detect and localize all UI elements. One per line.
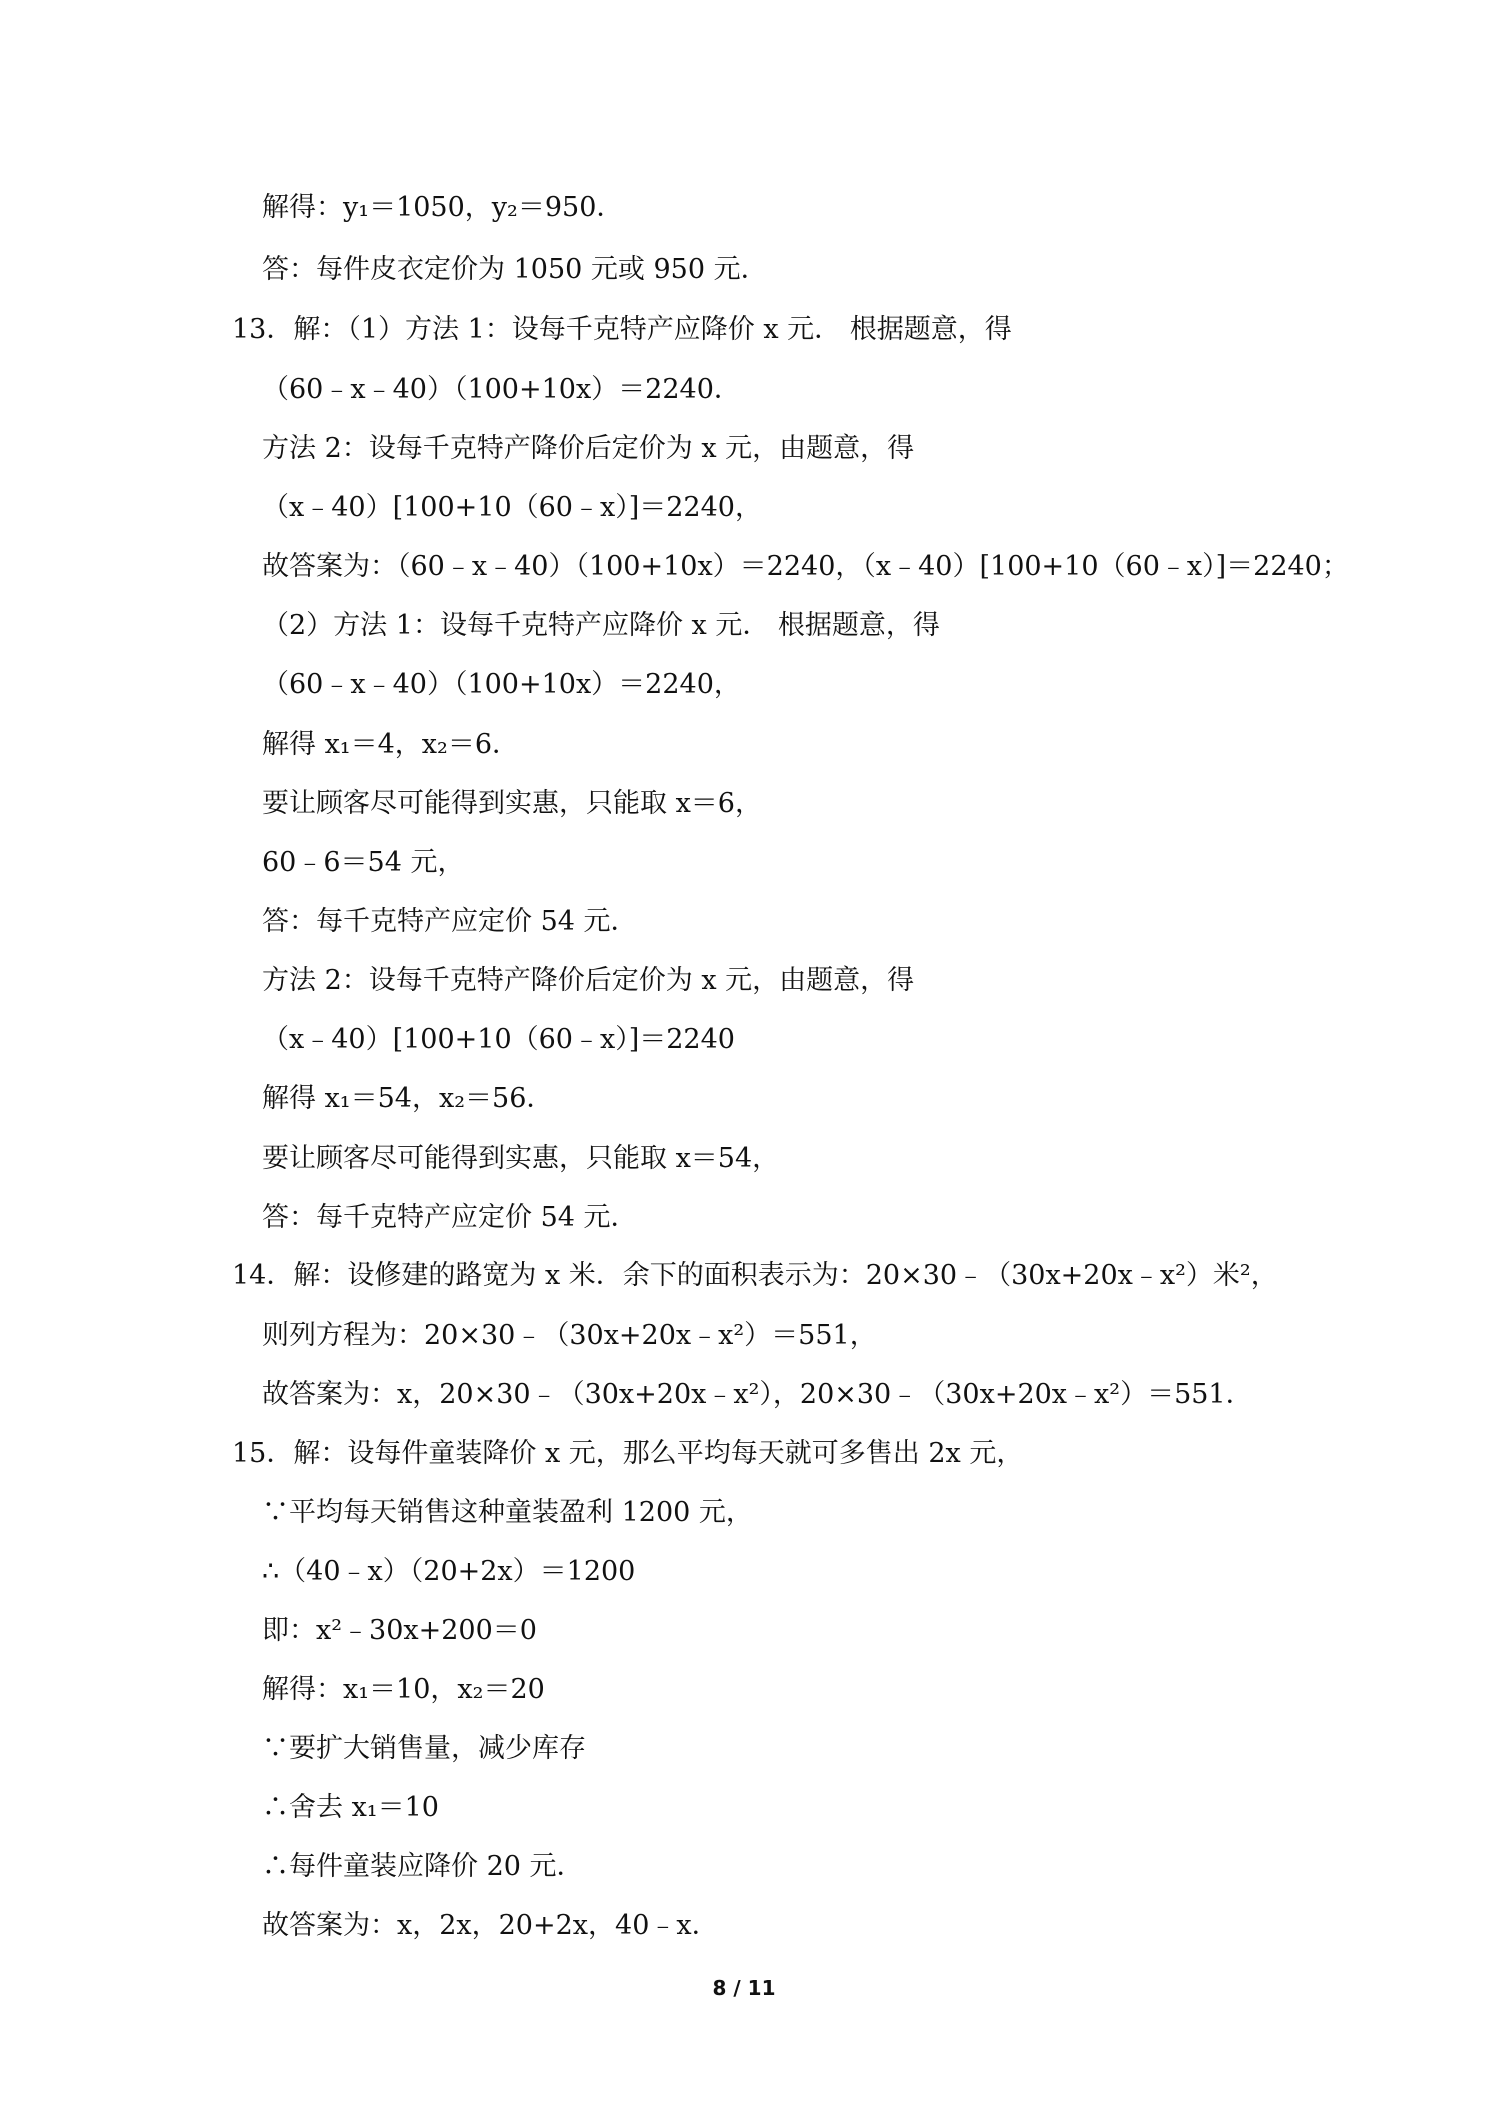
text-line: ∵平均每天销售这种童装盈利 1200 元，	[262, 1497, 753, 1528]
text-line: 答：每千克特产应定价 54 元．	[262, 1202, 638, 1233]
problem-15-heading: 15．解：设每件童装降价 x 元，那么平均每天就可多售出 2x 元，	[232, 1438, 1024, 1469]
text-line: 方法 2：设每千克特产降价后定价为 x 元，由题意，得	[262, 433, 915, 464]
text-line: 即：x²﹣30x+200＝0	[262, 1615, 537, 1646]
text-line: ∴舍去 x₁＝10	[262, 1792, 439, 1823]
text-line: 故答案为：（60﹣x﹣40）（100+10x）＝2240，（x﹣40）[100+10（60﹣x）]＝2240；	[262, 551, 1349, 582]
text-line: 则列方程为：20×30﹣（30x+20x﹣x²）＝551，	[262, 1320, 877, 1351]
text-line: （60﹣x﹣40）（100+10x）＝2240．	[262, 374, 741, 405]
text-line: 解得 x₁＝54，x₂＝56．	[262, 1083, 554, 1114]
text-line: （60﹣x﹣40）（100+10x）＝2240，	[262, 669, 741, 700]
text-line: 故答案为：x，2x，20+2x，40﹣x．	[262, 1910, 719, 1941]
text-line: 要让顾客尽可能得到实惠，只能取 x＝6，	[262, 788, 762, 819]
text-line: 解得：x₁＝10，x₂＝20	[262, 1674, 545, 1705]
text-line: （2）方法 1：设每千克特产应降价 x 元． 根据题意，得	[262, 610, 940, 641]
text-line: （x﹣40）[100+10（60﹣x）]＝2240	[262, 1024, 735, 1055]
text-line: （x﹣40）[100+10（60﹣x）]＝2240，	[262, 492, 762, 523]
text-line: ∴（40﹣x）（20+2x）＝1200	[262, 1556, 636, 1587]
page-number: 8 / 11	[712, 1976, 776, 2000]
text-line: ∵要扩大销售量，减少库存	[262, 1733, 586, 1764]
problem-13-heading: 13．解：（1）方法 1：设每千克特产应降价 x 元． 根据题意，得	[232, 314, 1012, 345]
text-line: ∴每件童装应降价 20 元．	[262, 1851, 584, 1882]
text-line: 故答案为：x，20×30﹣（30x+20x﹣x²），20×30﹣（30x+20x﹣x²）＝551．	[262, 1379, 1253, 1410]
text-line: 要让顾客尽可能得到实惠，只能取 x＝54，	[262, 1143, 780, 1174]
text-line: 解得 x₁＝4，x₂＝6．	[262, 729, 520, 760]
text-line: 60﹣6＝54 元，	[262, 847, 465, 878]
text-line: 答：每千克特产应定价 54 元．	[262, 906, 638, 937]
problem-14-heading: 14．解：设修建的路宽为 x 米．余下的面积表示为：20×30﹣（30x+20x﹣x²）米²，	[232, 1260, 1278, 1291]
text-line: 答：每件皮衣定价为 1050 元或 950 元．	[262, 254, 768, 285]
text-line: 解得：y₁＝1050，y₂＝950．	[262, 192, 624, 223]
text-line: 方法 2：设每千克特产降价后定价为 x 元，由题意，得	[262, 965, 915, 996]
